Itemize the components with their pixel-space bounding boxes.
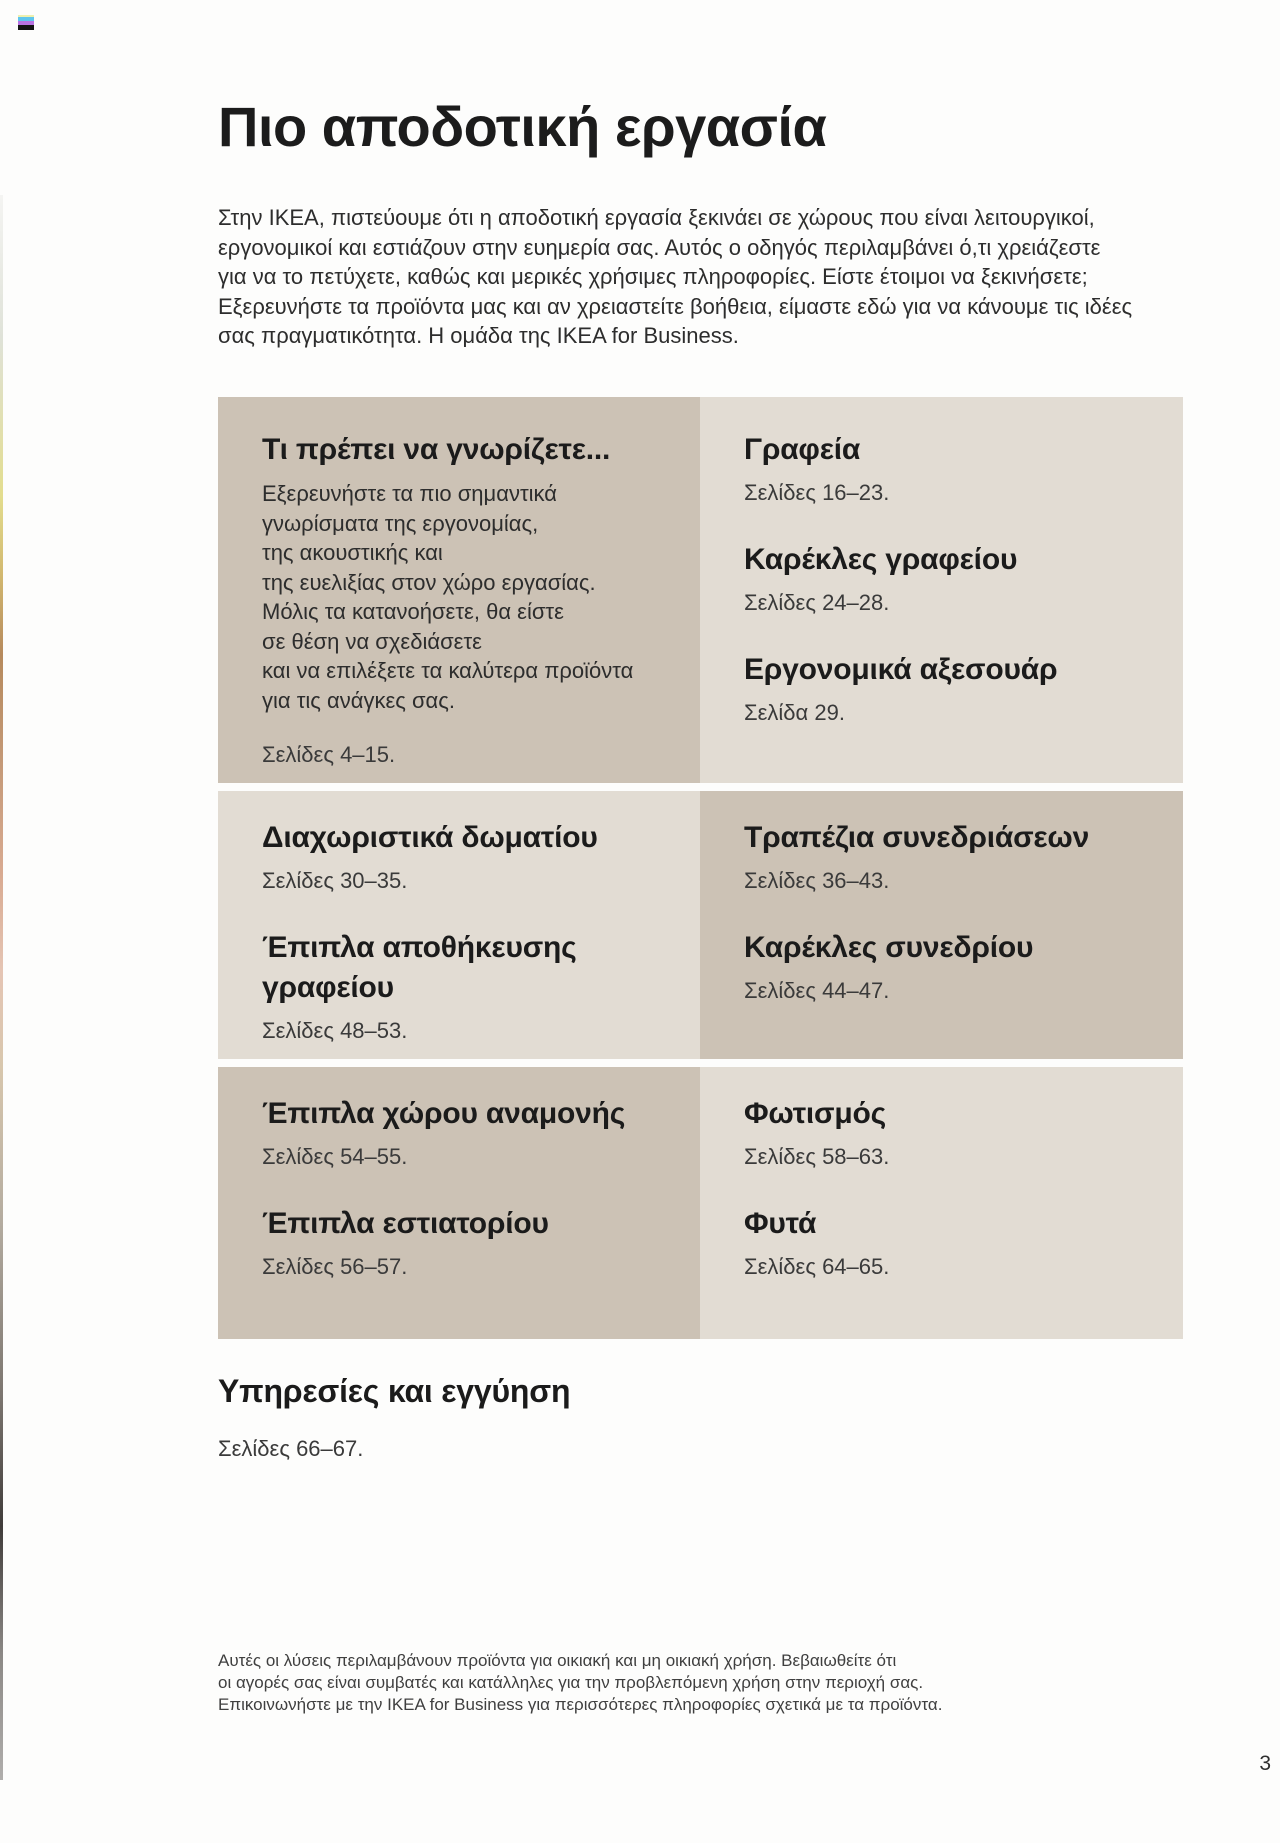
toc-entry	[744, 540, 1139, 617]
toc-entry-pages: Σελίδες 44–47.	[744, 978, 890, 1003]
toc-entry-title: Έπιπλα χώρου αναμονής	[262, 1097, 626, 1130]
toc-cell-desks	[700, 397, 1183, 783]
description-line: σε θέση να σχεδιάσετε	[262, 628, 482, 654]
toc-entry-pages: Σελίδες 48–53.	[262, 1018, 408, 1043]
toc-entry-pages: Σελίδες 58–63.	[744, 1144, 890, 1169]
toc-entry-pages: Σελίδες 24–28.	[744, 590, 890, 615]
toc-entry-pages: Σελίδες 30–35.	[262, 868, 408, 893]
toc-cell-waiting-area	[218, 1067, 700, 1339]
toc-entry-title: Τραπέζια συνεδριάσεων	[744, 821, 1090, 854]
toc-entry-title: Φωτισμός	[744, 1097, 887, 1130]
toc-entry-title: Τι πρέπει να γνωρίζετε...	[262, 433, 611, 466]
toc-entry-title: Φυτά	[744, 1207, 817, 1240]
description-line: γνωρίσματα της εργονομίας,	[262, 510, 539, 536]
toc-entry	[744, 650, 1139, 727]
table-of-contents	[218, 397, 1183, 1339]
toc-entry-title: Έπιπλα εστιατορίου	[262, 1207, 549, 1240]
toc-entry-title: Καρέκλες συνεδρίου	[744, 931, 1034, 964]
intro-line: Εξερευνήστε τα προϊόντα μας και αν χρειαστείτε βοήθεια, είμαστε εδώ για να κάνουμε τις ιδέες	[218, 293, 1133, 319]
toc-entry-pages: Σελίδα 29.	[744, 700, 845, 725]
toc-row-1	[218, 397, 1183, 783]
intro-line: για να το πετύχετε, καθώς και μερικές χρήσιμες πληροφορίες. Είστε έτοιμοι να ξεκινήσετε;	[218, 264, 1088, 289]
intro-line: εργονομικοί και εστιάζουν στην ευημερία σας. Αυτός ο οδηγός περιλαμβάνει ό,τι χρειάζεστε	[218, 234, 1101, 260]
toc-entry-title: Εργονομικά αξεσουάρ	[744, 653, 1058, 686]
toc-entry-title: Καρέκλες γραφείου	[744, 543, 1018, 576]
page-edge-photo-sliver	[0, 195, 3, 1780]
description-line: για τις ανάγκες σας.	[262, 687, 455, 713]
toc-entry	[262, 430, 656, 768]
toc-entry-pages: Σελίδες 64–65.	[744, 1254, 890, 1279]
toc-entry	[744, 1094, 1139, 1171]
footnote-line: Επικοινωνήστε με την IKEA for Business για περισσότερες πληροφορίες σχετικά με τα προϊόντα.	[218, 1694, 943, 1714]
toc-entry-pages: Σελίδες 36–43.	[744, 868, 890, 893]
reg-stripe-black	[18, 25, 34, 30]
toc-entry	[744, 430, 1139, 507]
services-title: Υπηρεσίες και εγγύηση	[218, 1373, 571, 1409]
intro-line: Στην ΙΚΕΑ, πιστεύουμε ότι η αποδοτική εργασία ξεκινάει σε χώρους που είναι λειτουργικοί,	[218, 205, 1095, 230]
toc-entry-pages: Σελίδες 16–23.	[744, 480, 890, 505]
toc-entry-pages: Σελίδες 4–15.	[262, 742, 396, 767]
description-line: Μόλις τα κατανοήσετε, θα είστε	[262, 599, 564, 624]
toc-entry	[262, 928, 656, 1045]
toc-entry	[744, 1204, 1139, 1281]
print-registration-mark-icon	[18, 15, 34, 30]
toc-entry-pages: Σελίδες 54–55.	[262, 1144, 408, 1169]
toc-entry-title: Γραφεία	[744, 433, 861, 466]
toc-entry-title: Έπιπλα αποθήκευσης γραφείου	[262, 931, 577, 1004]
services-section	[218, 1370, 570, 1462]
description-line: της ακουστικής και	[262, 540, 443, 565]
toc-entry-pages: Σελίδες 56–57.	[262, 1254, 408, 1279]
legal-footnote	[218, 1650, 942, 1715]
toc-cell-what-to-know	[218, 397, 700, 783]
intro-line: σας πραγματικότητα. Η ομάδα της IKEA for Business.	[218, 323, 739, 348]
description-line: Εξερευνήστε τα πιο σημαντικά	[262, 481, 557, 506]
toc-entry	[262, 1204, 656, 1281]
toc-row-3	[218, 1067, 1183, 1339]
footnote-line: οι αγορές σας είναι συμβατές και κατάλληλες για την προβλεπόμενη χρήση στην περιοχή σας.	[218, 1672, 924, 1692]
toc-cell-lighting	[700, 1067, 1183, 1339]
page-number: 3	[1259, 1752, 1271, 1775]
footnote-line: Αυτές οι λύσεις περιλαμβάνουν προϊόντα για οικιακή και μη οικιακή χρήση. Βεβαιωθείτε ότι	[218, 1651, 897, 1670]
description-line: της ευελιξίας στον χώρο εργασίας.	[262, 569, 596, 595]
services-pages: Σελίδες 66–67.	[218, 1436, 364, 1461]
intro-paragraph	[218, 203, 1132, 351]
description-line: και να επιλέξετε τα καλύτερα προϊόντα	[262, 658, 634, 683]
toc-entry	[262, 818, 656, 895]
toc-cell-conference-tables	[700, 791, 1183, 1059]
toc-entry-title: Διαχωριστικά δωματίου	[262, 821, 598, 854]
toc-entry	[262, 1094, 656, 1171]
toc-row-2	[218, 791, 1183, 1059]
toc-entry	[744, 818, 1139, 895]
page-title: Πιο αποδοτική εργασία	[218, 95, 827, 158]
toc-cell-room-dividers	[218, 791, 700, 1059]
toc-entry	[744, 928, 1139, 1005]
toc-entry-description	[262, 479, 656, 715]
